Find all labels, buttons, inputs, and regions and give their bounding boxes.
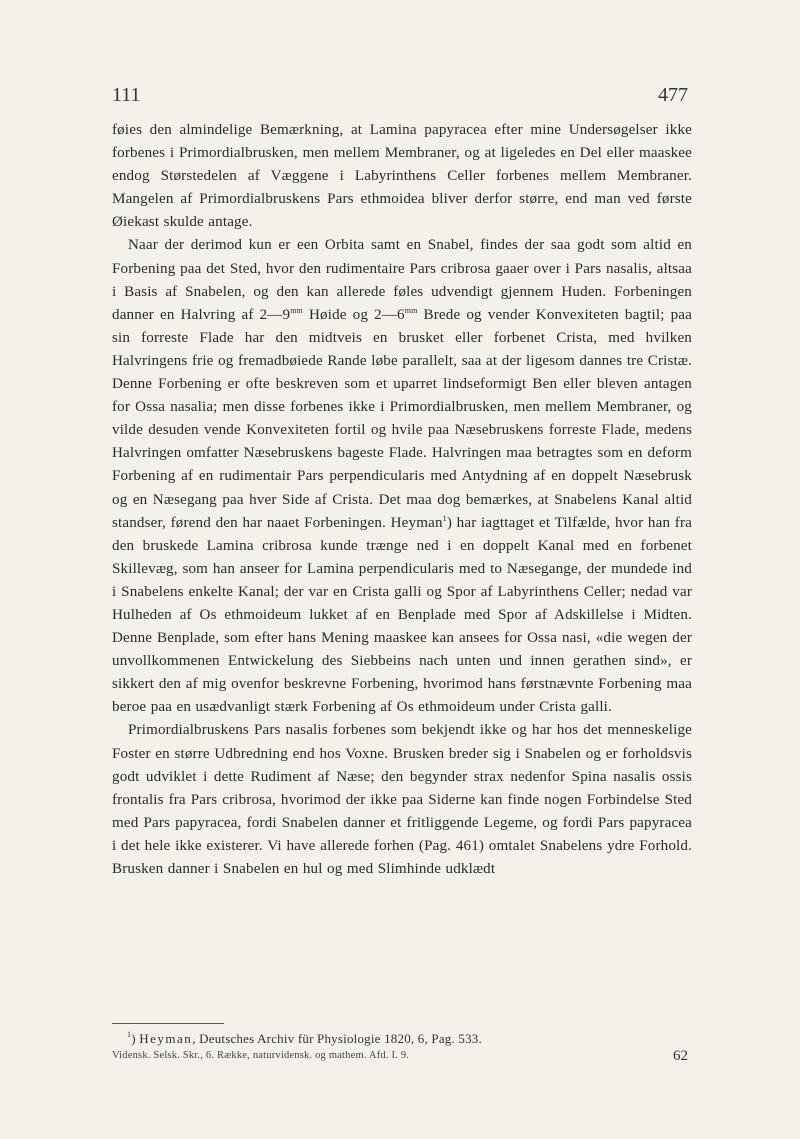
paragraph-2-text-b: Høide og 2—6 [302,306,405,323]
page-header [112,84,688,108]
footnote-citation: , Deutsches Archiv für Physiologie 1820, 6, Pag. 533. [192,1031,482,1046]
footnote-marker: 1 [127,1030,132,1039]
signature-mark: 62 [673,1048,688,1064]
imprint-line: Vidensk. Selsk. Skr., 6. Række, naturvidensk. og mathem. Afd. I. 9. [112,1050,410,1061]
paragraph-2-text-d: ) har iagttaget et Tilfælde, hvor han fra den bruskede Lamina cribrosa kunde trænge ned i en doppelt Kanal med en forbenet Skillevæg, som han anseer for Lamina perpendicularis med to Næsegange, der mundede ind i Snabelens enkelte Kanal; der var en Crista galli og Spor af Labyrinthens Celler; nedad var Hulheden af Os ethmoideum lukket af en Benplade med Spor af Adskillelse i Midten. Denne Benplade, som efter hans Mening maaskee kan ansees for Ossa nasi, «die wegen der unvollkommenen Entwickelung des Siebbeins nach unten und innen gerathen sind», er sikkert den af mig ovenfor beskrevne Forbening, hvorimod hans førstnævnte Forbening maa beroe paa en usædvanligt stærk Forbening af Os ethmoideum under Crista galli. [112,514,692,716]
body-text [112,119,692,881]
page-number: 477 [658,84,688,106]
left-page-number: 111 [112,84,141,106]
unit-superscript: mm [290,305,303,315]
paragraph-3 [112,719,692,881]
paragraph-2 [112,234,692,719]
paragraph-3-text: Primordialbruskens Pars nasalis forbenes som bekjendt ikke og har hos det menneskelige Foster en større Udbredning end hos Voxne. Brusken breder sig i Snabelen og er forholdsvis godt udviklet i dette Rudiment af Næse; den begynder strax nedenfor Spina nasalis ossis frontalis fra Pars cribrosa, hvorimod der ikke paa Siderne kan finde nogen Forbindelse Sted med Pars papyracea, fordi Snabelen danner et fritliggende Legeme, og fordi Pars papyracea i det hele ikke existerer. Vi have allerede forhen (Pag. 461) omtalet Snabelens ydre Forhold. Brusken danner i Snabelen en hul og med Slimhinde udklædt [112,722,692,877]
paragraph-1 [112,119,692,234]
paragraph-2-text-a: Naar der derimod kun er een Orbita samt en Snabel, findes der saa godt som altid en Forbening paa det Sted, hvor den rudimentaire Pars cribrosa gaaer over i Pars nasalis, altsaa i Basis af Snabelen, og den kan allerede føles udvendigt gjennem Huden. Forbeningen danner en Halvring af 2—9 [112,237,692,323]
footnote: $^1$) Heyman, Deutsches Archiv für Physiologie 1820, 6, Pag. 533. [127,1030,482,1046]
footnote-reference: 1 [442,513,447,523]
footnote-divider [112,1023,224,1024]
footnote-author: Heyman [139,1031,193,1046]
paragraph-1-text: føies den almindelige Bemærkning, at Lamina papyracea efter mine Undersøgelser ikke forbenes i Primordialbrusken, men mellem Membraner, og at ligeledes en Del eller maaskee endog Størstedelen af Væggene i Labyrinthens Celler forbenes mellem Membraner. Mangelen af Primordialbruskens Pars ethmoidea bliver derfor større, end man ved første Øiekast skulde antage. [112,122,692,231]
unit-superscript: mm [404,305,418,315]
paragraph-2-text-c: Brede og vender Konvexiteten bagtil; paa sin forreste Flade har den midtveis en brusket eller forbenet Crista, med hvilken Halvringens frie og fremadbøiede Rande løbe parallelt, saa at der ligesom dannes tre Cristæ. Denne Forbening er ofte beskreven som et uparret lindseformigt Ben eller bleven antagen for Ossa nasalia; men disse forbenes ikke i Primordialbrusken, men mellem Membraner, og vilde desuden vende Konvexiteten fortil og hvile paa Næsebruskens forreste Flade, medens Halvringen omfatter Næsebruskens bageste Flade. Halvringen maa betragtes som en deform Forbening af en rudimentair Pars perpendicularis med Antydning af en doppelt Næsebrusk og en Næsegang paa hver Side af Crista. Det maa dog bemærkes, at Snabelens Kanal altid standser, førend den har naaet Forbeningen. Heyman [112,306,692,531]
